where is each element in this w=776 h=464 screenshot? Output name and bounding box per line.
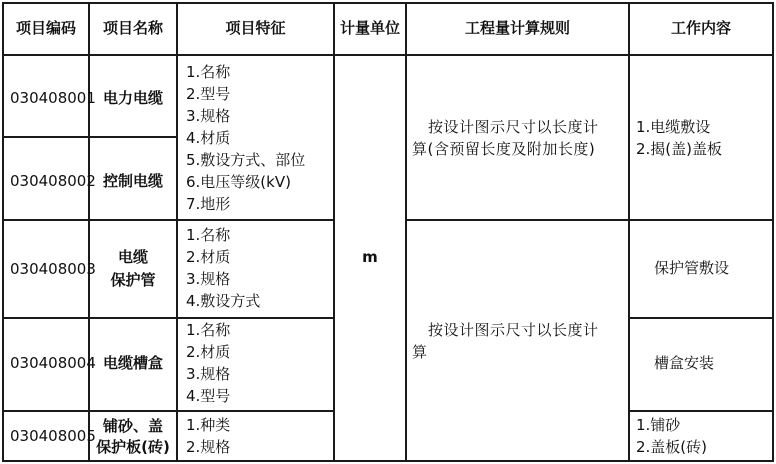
feature-item: 1.名称 — [186, 63, 231, 81]
unit-value: m — [362, 248, 378, 266]
row-divider — [405, 219, 630, 221]
row-divider — [2, 317, 178, 319]
column-divider — [88, 2, 90, 462]
row-divider — [628, 317, 774, 319]
feature-item: 2.材质 — [186, 343, 231, 361]
header-divider — [2, 54, 774, 56]
table-border-bottom — [2, 460, 774, 462]
work-item: 保护管敷设 — [654, 259, 730, 277]
work-item: 2.盖板(砖) — [636, 438, 708, 456]
project-code: 030408002 — [10, 172, 96, 190]
feature-item: 4.型号 — [186, 387, 231, 405]
row-divider — [628, 219, 774, 221]
header-code: 项目编码 — [15, 19, 76, 37]
column-divider — [333, 2, 335, 462]
header-name: 项目名称 — [102, 19, 163, 37]
project-code: 030408004 — [10, 354, 96, 372]
row-divider — [176, 219, 335, 221]
feature-item: 3.规格 — [186, 107, 231, 125]
project-name: 控制电缆 — [102, 172, 163, 190]
column-divider — [405, 2, 407, 462]
feature-item: 1.名称 — [186, 226, 231, 244]
feature-item: 2.规格 — [186, 438, 231, 456]
feature-item: 5.敷设方式、部位 — [186, 151, 306, 169]
project-name: 铺砂、盖 — [102, 417, 163, 435]
row-divider — [2, 136, 178, 138]
column-divider — [176, 2, 178, 462]
row-divider — [628, 410, 774, 412]
project-code: 030408003 — [10, 260, 96, 278]
feature-item: 6.电压等级(kV) — [186, 173, 291, 191]
rule-text: 算(含预留长度及附加长度) — [412, 140, 596, 158]
header-features: 项目特征 — [225, 19, 286, 37]
project-name: 保护管 — [110, 271, 156, 289]
feature-item: 3.规格 — [186, 365, 231, 383]
table-border-left — [2, 2, 4, 462]
work-item: 槽盒安装 — [654, 354, 715, 372]
row-divider — [176, 317, 335, 319]
header-unit: 计量单位 — [339, 19, 400, 37]
rule-text: 算 — [412, 343, 428, 361]
work-item: 2.揭(盖)盖板 — [636, 140, 723, 158]
row-divider — [2, 410, 178, 412]
work-item: 1.铺砂 — [636, 416, 681, 434]
feature-item: 4.材质 — [186, 129, 231, 147]
feature-item: 3.规格 — [186, 270, 231, 288]
rule-text: 按设计图示尺寸以长度计 — [428, 118, 599, 136]
feature-item: 4.敷设方式 — [186, 292, 261, 310]
feature-item: 1.种类 — [186, 416, 231, 434]
project-code: 030408005 — [10, 427, 96, 445]
header-work: 工作内容 — [670, 19, 731, 37]
project-code: 030408001 — [10, 89, 96, 107]
project-name: 电缆 — [117, 248, 148, 266]
feature-item: 7.地形 — [186, 195, 231, 213]
table-border-top — [2, 2, 774, 4]
feature-item: 1.名称 — [186, 321, 231, 339]
project-name: 电缆槽盒 — [102, 354, 163, 372]
rule-text: 按设计图示尺寸以长度计 — [428, 321, 599, 339]
feature-item: 2.材质 — [186, 248, 231, 266]
project-name: 保护板(砖) — [96, 438, 170, 456]
header-rules: 工程量计算规则 — [464, 19, 570, 37]
table-border-right — [772, 2, 774, 462]
project-name: 电力电缆 — [102, 89, 163, 107]
row-divider — [176, 410, 335, 412]
feature-item: 2.型号 — [186, 85, 231, 103]
column-divider — [628, 2, 630, 462]
row-divider — [2, 219, 178, 221]
work-item: 1.电缆敷设 — [636, 118, 711, 136]
